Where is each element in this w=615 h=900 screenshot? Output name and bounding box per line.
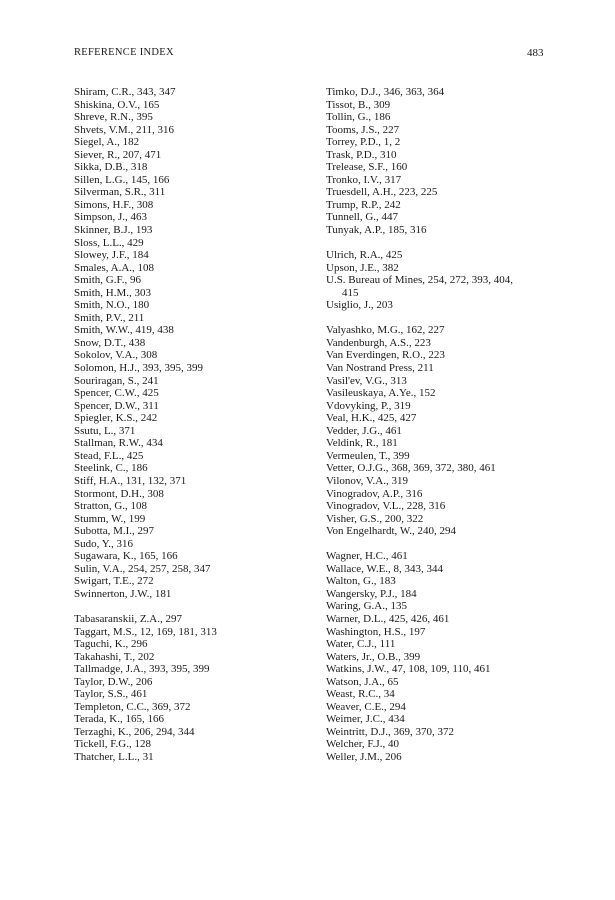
index-entry: Subotta, M.I., 297 bbox=[74, 525, 155, 538]
index-entry: Solomon, H.J., 393, 395, 399 bbox=[74, 362, 203, 375]
index-entry: Sulin, V.A., 254, 257, 258, 347 bbox=[74, 562, 211, 575]
index-entry: Torrey, P.D., 1, 2 bbox=[326, 136, 401, 149]
index-entry: Tunnell, G., 447 bbox=[326, 211, 399, 224]
index-entry: Shvets, V.M., 211, 316 bbox=[74, 123, 175, 136]
index-entry: Shiram, C.R., 343, 347 bbox=[74, 86, 176, 98]
index-entry: Tollin, G., 186 bbox=[326, 111, 391, 124]
index-entry: Veldink, R., 181 bbox=[326, 437, 398, 450]
index-entry: Warner, D.L., 425, 426, 461 bbox=[326, 612, 450, 625]
index-entry: Spiegler, K.S., 242 bbox=[74, 412, 158, 425]
index-entry-continuation: 415 bbox=[342, 286, 359, 299]
index-entry: Wagner, H.C., 461 bbox=[326, 550, 408, 563]
index-entry: Stiff, H.A., 131, 132, 371 bbox=[74, 474, 187, 487]
index-entry: Sikka, D.B., 318 bbox=[74, 161, 148, 174]
index-entry: Thatcher, L.L., 31 bbox=[74, 750, 154, 763]
index-entry: Ssutu, L., 371 bbox=[74, 424, 136, 437]
index-entry: Upson, J.E., 382 bbox=[326, 261, 399, 274]
index-entry: Tronko, I.V., 317 bbox=[326, 173, 402, 186]
index-entry: Shreve, R.N., 395 bbox=[74, 111, 153, 124]
index-entry: Van Nostrand Press, 211 bbox=[326, 362, 434, 375]
index-entry: Taylor, D.W., 206 bbox=[74, 675, 153, 688]
index-entry: Siegel, A., 182 bbox=[74, 136, 140, 149]
index-entry: Trask, P.D., 310 bbox=[326, 148, 397, 161]
index-entry: Stormont, D.H., 308 bbox=[74, 487, 164, 500]
index-entry: Terzaghi, K., 206, 294, 344 bbox=[74, 725, 195, 738]
index-entry: Sillen, L.G., 145, 166 bbox=[74, 173, 170, 186]
index-entry: Watson, J.A., 65 bbox=[326, 675, 399, 688]
index-entry: Vasileuskaya, A.Ye., 152 bbox=[326, 387, 436, 400]
page-number: 483 bbox=[527, 47, 544, 59]
index-entry: Stead, F.L., 425 bbox=[74, 449, 144, 462]
index-entry: Van Everdingen, R.O., 223 bbox=[326, 349, 445, 362]
index-entry: Takahashi, T., 202 bbox=[74, 650, 155, 663]
index-entry: Timko, D.J., 346, 363, 364 bbox=[326, 86, 445, 98]
index-entry: Valyashko, M.G., 162, 227 bbox=[326, 324, 445, 337]
index-entry: Stallman, R.W., 434 bbox=[74, 437, 163, 450]
letter-group-gap bbox=[326, 538, 566, 551]
index-column-right bbox=[326, 86, 566, 764]
letter-group-gap bbox=[74, 600, 324, 613]
index-entry: Souriragan, S., 241 bbox=[74, 374, 159, 387]
index-entry: Spencer, C.W., 425 bbox=[74, 387, 159, 400]
index-entry: Sokolov, V.A., 308 bbox=[74, 349, 158, 362]
index-entry: Visher, G.S., 200, 322 bbox=[326, 512, 424, 525]
index-entry: Von Engelhardt, W., 240, 294 bbox=[326, 525, 456, 538]
index-entry: Vedder, J.G., 461 bbox=[326, 424, 402, 437]
index-entry: Swigart, T.E., 272 bbox=[74, 575, 154, 588]
index-entry: Truesdell, A.H., 223, 225 bbox=[326, 186, 438, 199]
index-entry: Trump, R.P., 242 bbox=[326, 198, 401, 211]
index-entry: Taguchi, K., 296 bbox=[74, 638, 148, 651]
index-entry: Sloss, L.L., 429 bbox=[74, 236, 144, 249]
index-entry: Weast, R.C., 34 bbox=[326, 688, 395, 701]
index-entry: Vasil'ev, V.G., 313 bbox=[326, 374, 407, 387]
index-entry: Slowey, J.F., 184 bbox=[74, 249, 149, 262]
index-entry: Smith, N.O., 180 bbox=[74, 299, 150, 312]
index-entry: Weimer, J.C., 434 bbox=[326, 713, 405, 726]
index-entry: Simpson, J., 463 bbox=[74, 211, 148, 224]
index-entry: Tickell, F.G., 128 bbox=[74, 738, 151, 751]
index-entry: Veal, H.K., 425, 427 bbox=[326, 412, 417, 425]
index-entry: Vdovyking, P., 319 bbox=[326, 399, 411, 412]
index-entry: Wallace, W.E., 8, 343, 344 bbox=[326, 562, 444, 575]
index-entry: Smales, A.A., 108 bbox=[74, 261, 155, 274]
letter-group-gap bbox=[326, 237, 566, 250]
index-entry: Washington, H.S., 197 bbox=[326, 625, 426, 638]
index-entry: Usiglio, J., 203 bbox=[326, 299, 393, 312]
index-entry: Wangersky, P.J., 184 bbox=[326, 587, 417, 600]
index-entry: Steelink, C., 186 bbox=[74, 462, 148, 475]
index-entry: Vinogradov, V.L., 228, 316 bbox=[326, 500, 446, 513]
index-entry: Stratton, G., 108 bbox=[74, 500, 148, 513]
index-entry: Sugawara, K., 165, 166 bbox=[74, 550, 178, 563]
index-entry: Smith, H.M., 303 bbox=[74, 286, 152, 299]
index-entry: Vilonov, V.A., 319 bbox=[326, 474, 408, 487]
index-entry: Shiskina, O.V., 165 bbox=[74, 98, 160, 111]
index-entry: Weller, J.M., 206 bbox=[326, 750, 402, 763]
index-entry: Walton, G., 183 bbox=[326, 575, 396, 588]
index-entry: Simons, H.F., 308 bbox=[74, 198, 154, 211]
index-entry: Taylor, S.S., 461 bbox=[74, 688, 148, 701]
index-entry: Silverman, S.R., 311 bbox=[74, 186, 166, 199]
index-entry: Ulrich, R.A., 425 bbox=[326, 249, 403, 262]
index-entry: Vandenburgh, A.S., 223 bbox=[326, 336, 431, 349]
index-entry: Tissot, B., 309 bbox=[326, 98, 391, 111]
index-entry: Waters, Jr., O.B., 399 bbox=[326, 650, 421, 663]
index-entry: U.S. Bureau of Mines, 254, 272, 393, 404, bbox=[326, 274, 513, 287]
index-entry: Spencer, D.W., 311 bbox=[74, 399, 159, 412]
index-entry: Vermeulen, T., 399 bbox=[326, 449, 410, 462]
index-entry: Tooms, J.S., 227 bbox=[326, 123, 400, 136]
index-entry: Watkins, J.W., 47, 108, 109, 110, 461 bbox=[326, 663, 491, 676]
index-entry: Waring, G.A., 135 bbox=[326, 600, 407, 613]
index-entry: Water, C.J., 111 bbox=[326, 638, 396, 651]
running-head-title: REFERENCE INDEX bbox=[74, 47, 174, 58]
index-entry: Tallmadge, J.A., 393, 395, 399 bbox=[74, 663, 210, 676]
index-entry: Skinner, B.J., 193 bbox=[74, 224, 153, 237]
index-entry: Weaver, C.E., 294 bbox=[326, 700, 406, 713]
index-entry: Snow, D.T., 438 bbox=[74, 336, 146, 349]
index-entry: Welcher, F.J., 40 bbox=[326, 738, 399, 751]
index-entry: Smith, P.V., 211 bbox=[74, 311, 145, 324]
index-entry: Vetter, O.J.G., 368, 369, 372, 380, 461 bbox=[326, 462, 496, 475]
index-entry: Sudo, Y., 316 bbox=[74, 537, 133, 550]
index-entry: Smith, W.W., 419, 438 bbox=[74, 324, 174, 337]
letter-group-gap bbox=[326, 312, 566, 325]
index-entry: Trelease, S.F., 160 bbox=[326, 161, 408, 174]
index-entry: Tabasaranskii, Z.A., 297 bbox=[74, 612, 182, 625]
index-entry: Smith, G.F., 96 bbox=[74, 274, 141, 287]
index-column-left bbox=[74, 86, 324, 764]
index-entry: Taggart, M.S., 12, 169, 181, 313 bbox=[74, 625, 217, 638]
index-entry: Tunyak, A.P., 185, 316 bbox=[326, 224, 427, 237]
index-entry: Terada, K., 165, 166 bbox=[74, 713, 164, 726]
index-entry: Weintritt, D.J., 369, 370, 372 bbox=[326, 725, 455, 738]
index-entry: Swinnerton, J.W., 181 bbox=[74, 587, 172, 600]
index-entry: Siever, R., 207, 471 bbox=[74, 148, 162, 161]
index-entry: Vinogradov, A.P., 316 bbox=[326, 487, 423, 500]
index-entry: Templeton, C.C., 369, 372 bbox=[74, 700, 191, 713]
index-entry: Stumm, W., 199 bbox=[74, 512, 146, 525]
